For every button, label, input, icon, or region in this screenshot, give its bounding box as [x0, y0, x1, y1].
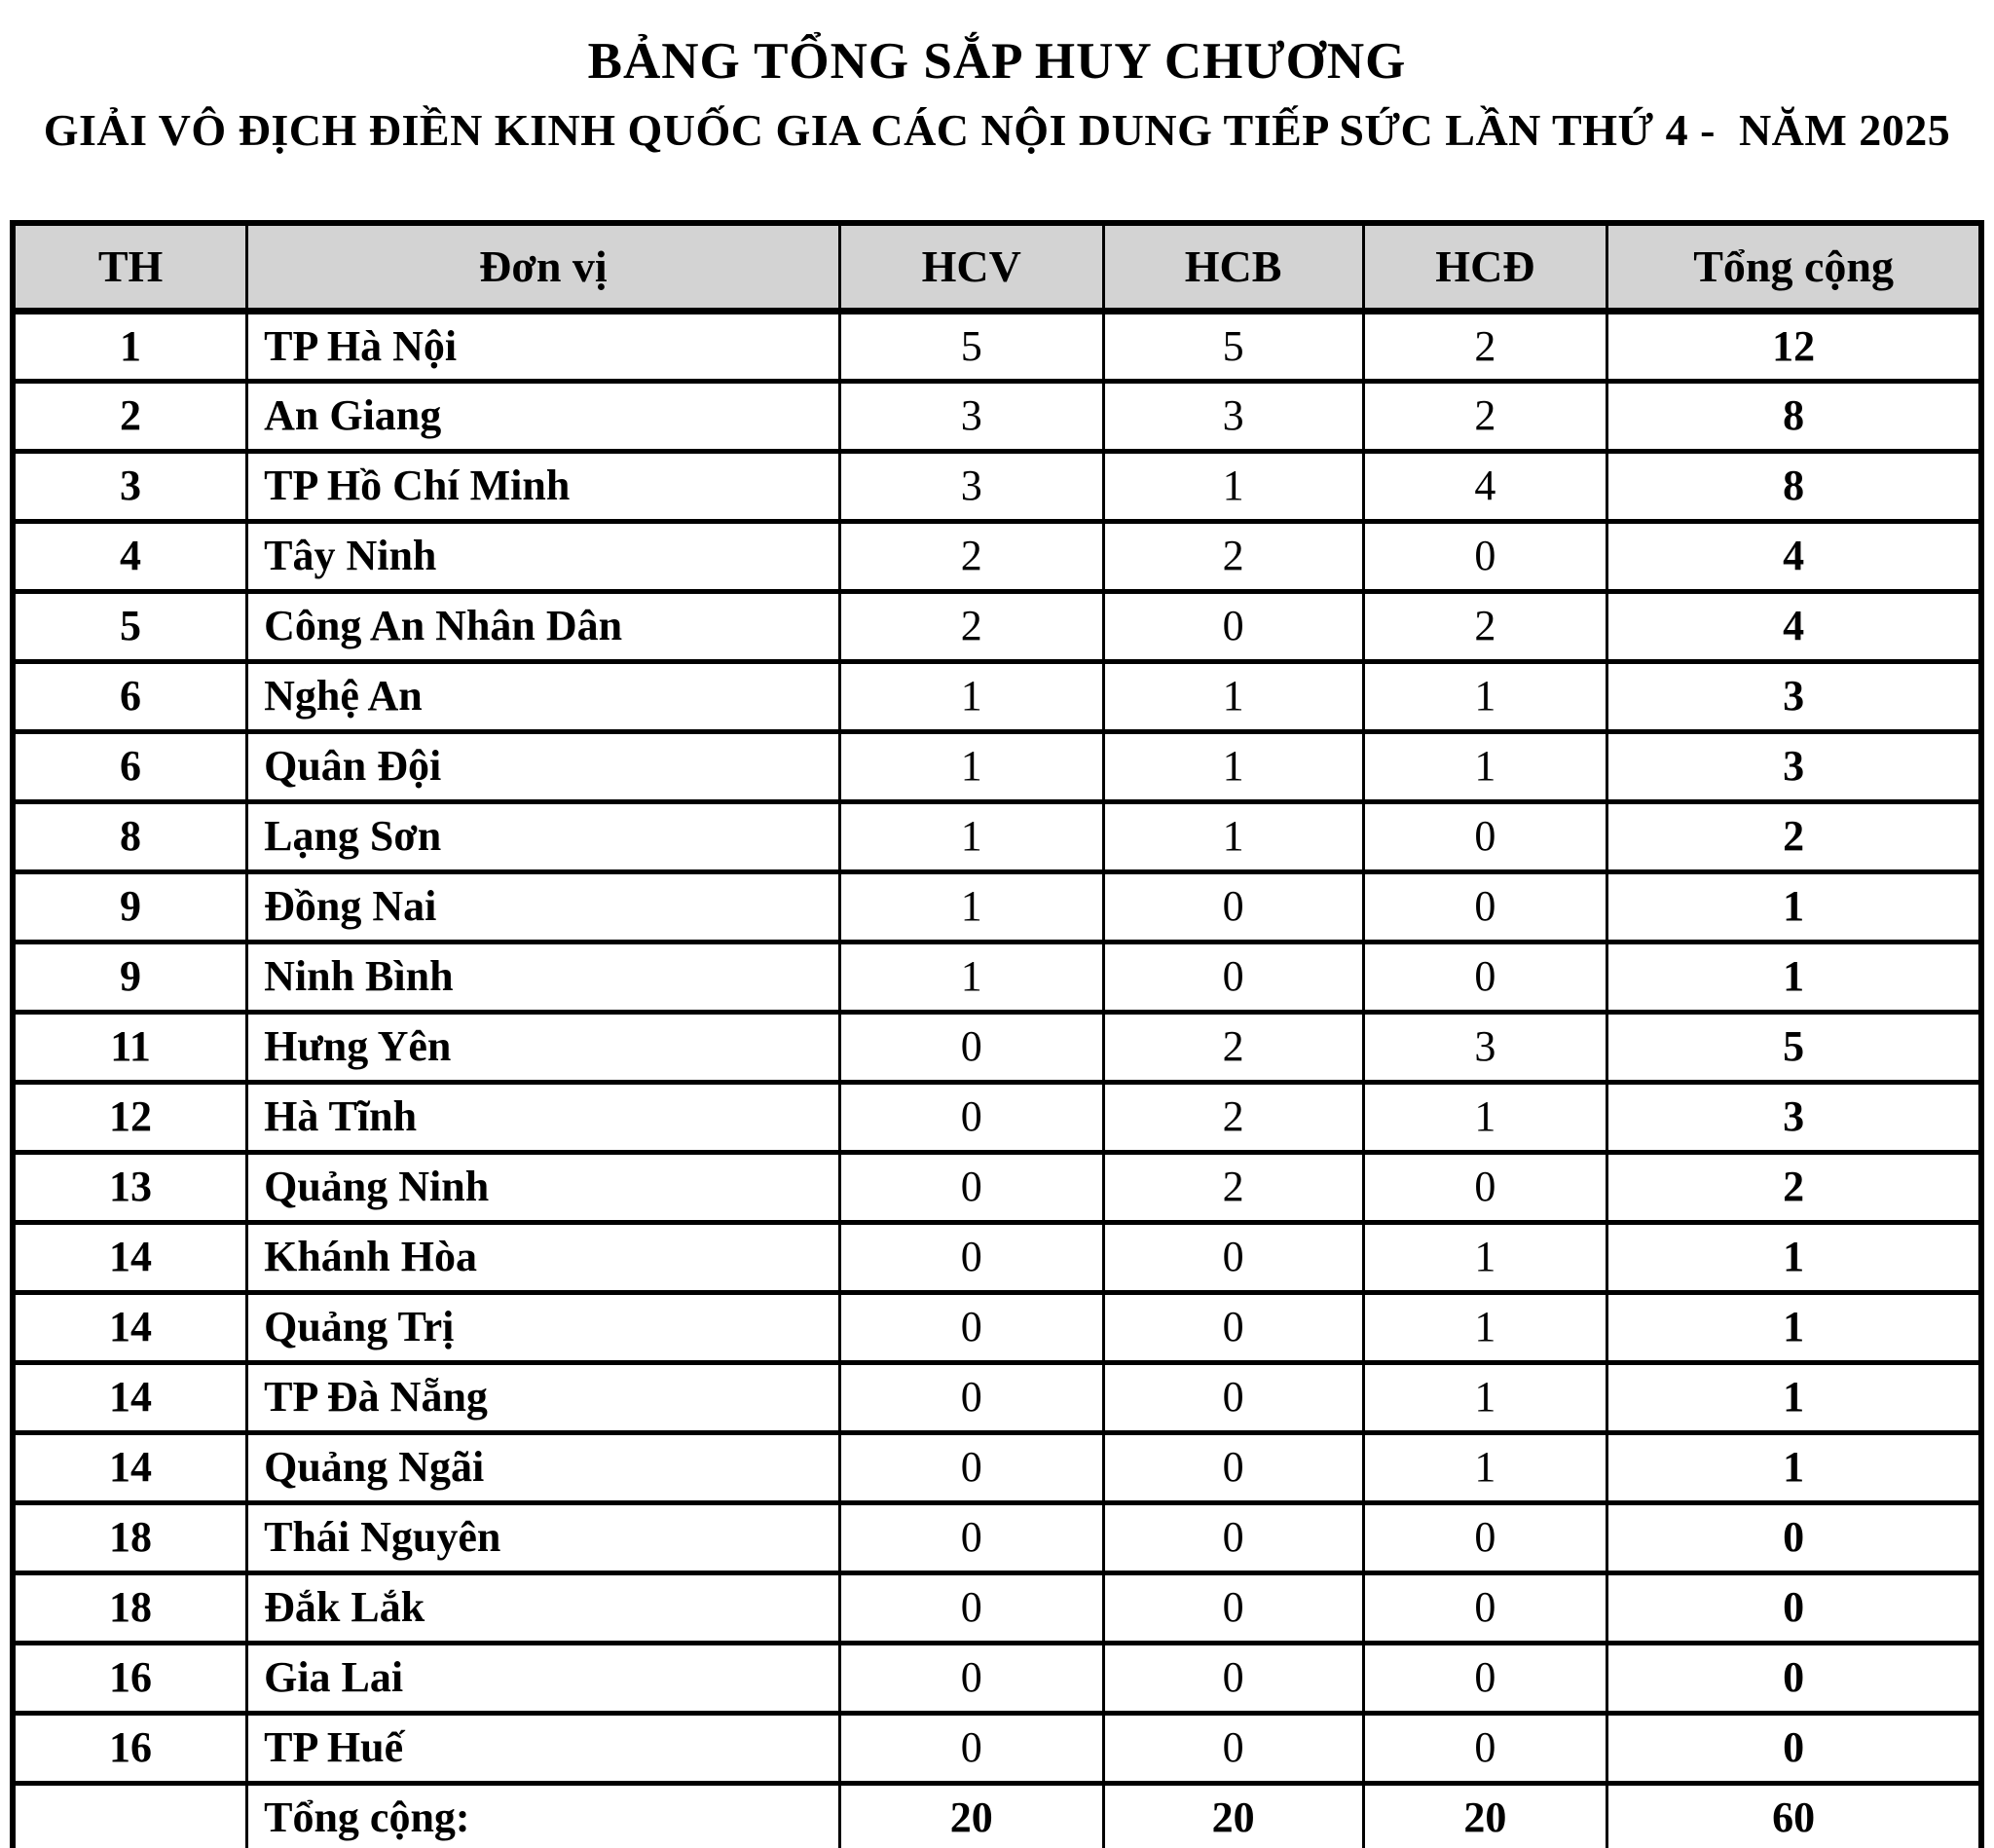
total-cell: 8: [1607, 451, 1981, 521]
table-row: [13, 451, 1981, 521]
silver-cell: 1: [1103, 731, 1363, 801]
table-row: [13, 661, 1981, 731]
silver-cell: 0: [1103, 1222, 1363, 1292]
silver-cell: 1: [1103, 661, 1363, 731]
rank-cell: 18: [13, 1572, 247, 1643]
total-cell: 4: [1607, 591, 1981, 661]
silver-cell: 5: [1103, 311, 1363, 381]
unit-cell: An Giang: [247, 381, 840, 451]
total-cell: 60: [1607, 1783, 1981, 1848]
unit-cell: Công An Nhân Dân: [247, 591, 840, 661]
bronze-cell: 0: [1363, 1713, 1607, 1783]
total-cell: 3: [1607, 1082, 1981, 1152]
gold-cell: 0: [839, 1572, 1103, 1643]
unit-cell: Quảng Trị: [247, 1292, 840, 1362]
unit-cell: Quân Đội: [247, 731, 840, 801]
total-cell: 0: [1607, 1572, 1981, 1643]
rank-cell: [13, 1783, 247, 1848]
unit-cell: Hưng Yên: [247, 1012, 840, 1082]
table-row: [13, 1222, 1981, 1292]
silver-cell: 0: [1103, 1362, 1363, 1432]
gold-cell: 1: [839, 661, 1103, 731]
table-row: [13, 381, 1981, 451]
total-cell: 12: [1607, 311, 1981, 381]
total-cell: 0: [1607, 1713, 1981, 1783]
silver-cell: 3: [1103, 381, 1363, 451]
unit-cell: TP Hà Nội: [247, 311, 840, 381]
total-cell: 1: [1607, 1222, 1981, 1292]
medal-table: [10, 220, 1984, 1848]
table-row: [13, 871, 1981, 942]
total-cell: 1: [1607, 1362, 1981, 1432]
rank-cell: 3: [13, 451, 247, 521]
table-row: [13, 731, 1981, 801]
unit-cell: Lạng Sơn: [247, 801, 840, 871]
silver-cell: 0: [1103, 1292, 1363, 1362]
total-cell: 1: [1607, 871, 1981, 942]
rank-cell: 14: [13, 1292, 247, 1362]
gold-cell: 1: [839, 871, 1103, 942]
table-row: [13, 1643, 1981, 1713]
rank-cell: 9: [13, 871, 247, 942]
bronze-cell: 2: [1363, 591, 1607, 661]
rank-cell: 16: [13, 1713, 247, 1783]
gold-cell: 0: [839, 1292, 1103, 1362]
header-bronze: HCĐ: [1363, 223, 1607, 311]
table-row: [13, 1362, 1981, 1432]
gold-cell: 3: [839, 381, 1103, 451]
header-total: Tổng cộng: [1607, 223, 1981, 311]
bronze-cell: 0: [1363, 801, 1607, 871]
unit-cell: Đắk Lắk: [247, 1572, 840, 1643]
unit-cell: Gia Lai: [247, 1643, 840, 1713]
table-row: [13, 1152, 1981, 1222]
bronze-cell: 1: [1363, 1222, 1607, 1292]
silver-cell: 0: [1103, 1713, 1363, 1783]
header-unit: Đơn vị: [247, 223, 840, 311]
rank-cell: 8: [13, 801, 247, 871]
bronze-cell: 1: [1363, 661, 1607, 731]
bronze-cell: 0: [1363, 871, 1607, 942]
gold-cell: 1: [839, 942, 1103, 1012]
table-row: [13, 942, 1981, 1012]
bronze-cell: 1: [1363, 1082, 1607, 1152]
silver-cell: 0: [1103, 871, 1363, 942]
header-silver: HCB: [1103, 223, 1363, 311]
unit-cell: Quảng Ninh: [247, 1152, 840, 1222]
rank-cell: 2: [13, 381, 247, 451]
rank-cell: 14: [13, 1222, 247, 1292]
bronze-cell: 1: [1363, 1362, 1607, 1432]
unit-cell: Ninh Bình: [247, 942, 840, 1012]
rank-cell: 1: [13, 311, 247, 381]
silver-cell: 20: [1103, 1783, 1363, 1848]
silver-cell: 1: [1103, 801, 1363, 871]
total-cell: 0: [1607, 1502, 1981, 1572]
silver-cell: 1: [1103, 451, 1363, 521]
gold-cell: 2: [839, 591, 1103, 661]
silver-cell: 2: [1103, 521, 1363, 591]
total-row: [13, 1783, 1981, 1848]
table-row: [13, 1012, 1981, 1082]
bronze-cell: 20: [1363, 1783, 1607, 1848]
table-row: [13, 1502, 1981, 1572]
gold-cell: 0: [839, 1082, 1103, 1152]
page-subtitle: GIẢI VÔ ĐỊCH ĐIỀN KINH QUỐC GIA CÁC NỘI DUNG TIẾP SỨC LẦN THỨ 4 - NĂM 2025: [43, 105, 1951, 156]
gold-cell: 0: [839, 1222, 1103, 1292]
header-rank: TH: [13, 223, 247, 311]
rank-cell: 14: [13, 1362, 247, 1432]
silver-cell: 0: [1103, 1502, 1363, 1572]
unit-cell: TP Huế: [247, 1713, 840, 1783]
gold-cell: 0: [839, 1502, 1103, 1572]
bronze-cell: 1: [1363, 1292, 1607, 1362]
table-header: [13, 223, 1981, 311]
rank-cell: 12: [13, 1082, 247, 1152]
header-row: [13, 223, 1981, 311]
rank-cell: 13: [13, 1152, 247, 1222]
header-gold: HCV: [839, 223, 1103, 311]
unit-cell: Đồng Nai: [247, 871, 840, 942]
unit-cell: Tổng cộng:: [247, 1783, 840, 1848]
unit-cell: Thái Nguyên: [247, 1502, 840, 1572]
table-row: [13, 1082, 1981, 1152]
bronze-cell: 0: [1363, 1152, 1607, 1222]
unit-cell: Quảng Ngãi: [247, 1432, 840, 1502]
gold-cell: 0: [839, 1713, 1103, 1783]
total-cell: 0: [1607, 1643, 1981, 1713]
silver-cell: 0: [1103, 1643, 1363, 1713]
silver-cell: 0: [1103, 1432, 1363, 1502]
gold-cell: 0: [839, 1012, 1103, 1082]
rank-cell: 4: [13, 521, 247, 591]
unit-cell: Nghệ An: [247, 661, 840, 731]
unit-cell: TP Đà Nẵng: [247, 1362, 840, 1432]
rank-cell: 5: [13, 591, 247, 661]
bronze-cell: 1: [1363, 731, 1607, 801]
total-cell: 3: [1607, 731, 1981, 801]
bronze-cell: 1: [1363, 1432, 1607, 1502]
table-body: [13, 311, 1981, 1848]
rank-cell: 6: [13, 661, 247, 731]
bronze-cell: 0: [1363, 521, 1607, 591]
unit-cell: Tây Ninh: [247, 521, 840, 591]
total-cell: 5: [1607, 1012, 1981, 1082]
unit-cell: Hà Tĩnh: [247, 1082, 840, 1152]
silver-cell: 2: [1103, 1152, 1363, 1222]
total-cell: 8: [1607, 381, 1981, 451]
gold-cell: 0: [839, 1432, 1103, 1502]
silver-cell: 2: [1103, 1012, 1363, 1082]
table-row: [13, 801, 1981, 871]
gold-cell: 0: [839, 1152, 1103, 1222]
gold-cell: 3: [839, 451, 1103, 521]
rank-cell: 14: [13, 1432, 247, 1502]
document-header: [0, 0, 1994, 220]
total-cell: 3: [1607, 661, 1981, 731]
gold-cell: 1: [839, 731, 1103, 801]
total-cell: 1: [1607, 942, 1981, 1012]
total-cell: 1: [1607, 1292, 1981, 1362]
gold-cell: 1: [839, 801, 1103, 871]
silver-cell: 0: [1103, 591, 1363, 661]
bronze-cell: 0: [1363, 1502, 1607, 1572]
bronze-cell: 2: [1363, 381, 1607, 451]
total-cell: 2: [1607, 801, 1981, 871]
rank-cell: 18: [13, 1502, 247, 1572]
table-row: [13, 311, 1981, 381]
page-title: BẢNG TỔNG SẮP HUY CHƯƠNG: [587, 33, 1407, 90]
gold-cell: 5: [839, 311, 1103, 381]
bronze-cell: 4: [1363, 451, 1607, 521]
bronze-cell: 2: [1363, 311, 1607, 381]
table-row: [13, 1292, 1981, 1362]
total-cell: 2: [1607, 1152, 1981, 1222]
unit-cell: TP Hồ Chí Minh: [247, 451, 840, 521]
rank-cell: 9: [13, 942, 247, 1012]
rank-cell: 6: [13, 731, 247, 801]
bronze-cell: 0: [1363, 942, 1607, 1012]
unit-cell: Khánh Hòa: [247, 1222, 840, 1292]
table-row: [13, 1432, 1981, 1502]
bronze-cell: 0: [1363, 1643, 1607, 1713]
silver-cell: 2: [1103, 1082, 1363, 1152]
silver-cell: 0: [1103, 1572, 1363, 1643]
table-row: [13, 1713, 1981, 1783]
gold-cell: 20: [839, 1783, 1103, 1848]
gold-cell: 0: [839, 1362, 1103, 1432]
bronze-cell: 3: [1363, 1012, 1607, 1082]
rank-cell: 11: [13, 1012, 247, 1082]
bronze-cell: 0: [1363, 1572, 1607, 1643]
table-row: [13, 521, 1981, 591]
total-cell: 1: [1607, 1432, 1981, 1502]
gold-cell: 0: [839, 1643, 1103, 1713]
table-row: [13, 1572, 1981, 1643]
gold-cell: 2: [839, 521, 1103, 591]
rank-cell: 16: [13, 1643, 247, 1713]
table-row: [13, 591, 1981, 661]
silver-cell: 0: [1103, 942, 1363, 1012]
total-cell: 4: [1607, 521, 1981, 591]
